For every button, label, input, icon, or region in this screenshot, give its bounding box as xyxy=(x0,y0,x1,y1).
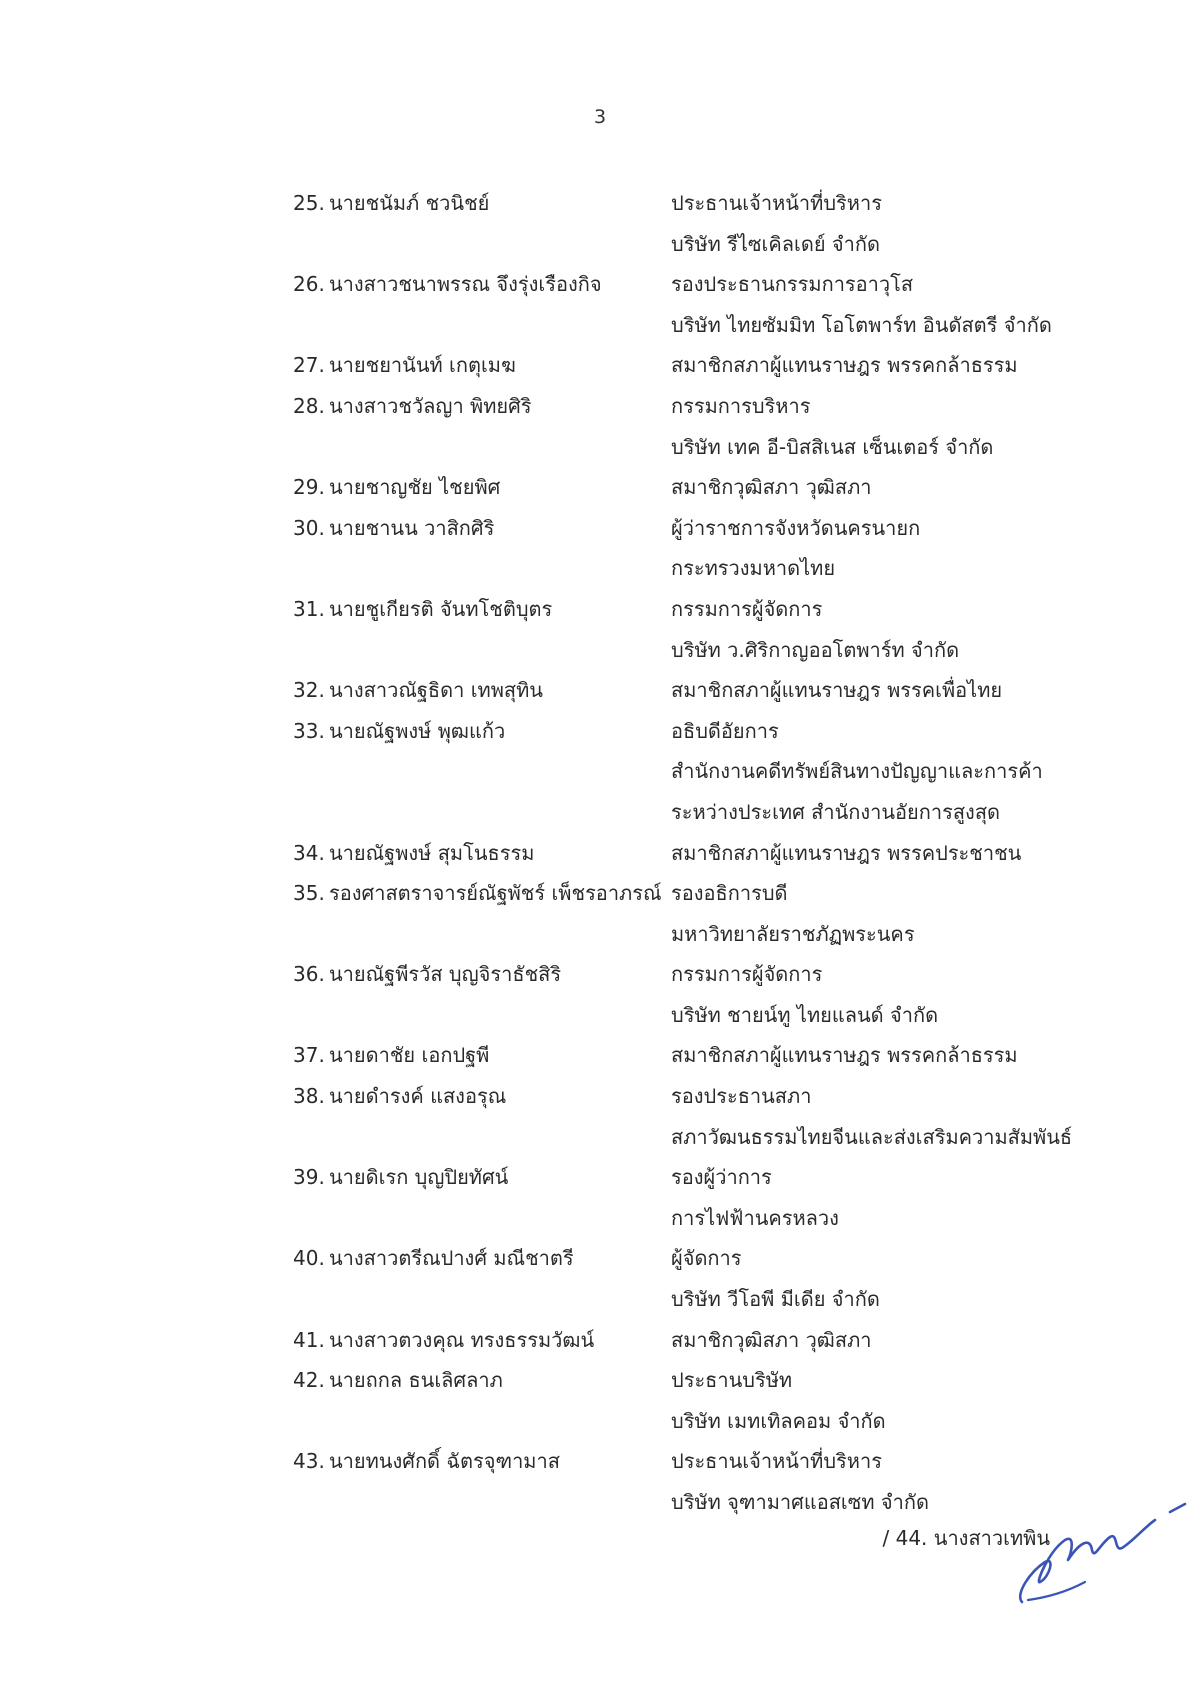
person-name: นางสาวตรีณปางศ์ มณีชาตรี xyxy=(329,1246,574,1271)
person-name: นายณัฐพงษ์ สุมโนธรรม xyxy=(329,840,535,865)
position-line: สภาวัฒนธรรมไทยจีนและส่งเสริมความสัมพันธ์ xyxy=(671,1124,1073,1149)
entry-person xyxy=(293,670,671,711)
position-line: กรรมการผู้จัดการ xyxy=(671,596,823,621)
position-line: บริษัท ชายน์ทู ไทยแลนด์ จำกัด xyxy=(671,1002,939,1027)
position-line: บริษัท รีไซเคิลเดย์ จำกัด xyxy=(671,231,880,256)
entry-person xyxy=(293,264,671,305)
entry-position xyxy=(671,954,1113,1035)
entry-number: 37. xyxy=(293,1043,325,1068)
list-entry xyxy=(293,833,1113,874)
position-line: สมาชิกสภาผู้แทนราษฎร พรรคกล้าธรรม xyxy=(671,1043,1018,1068)
list-entry xyxy=(293,264,1113,345)
entry-person xyxy=(293,1238,671,1279)
page-number: 3 xyxy=(593,106,607,128)
entry-position xyxy=(671,1076,1113,1157)
person-name: นายชานน วาสิกศิริ xyxy=(329,515,495,540)
position-line: การไฟฟ้านครหลวง xyxy=(671,1205,839,1230)
position-line: บริษัท วีโอพี มีเดีย จำกัด xyxy=(671,1287,880,1312)
appointee-list xyxy=(293,183,1113,1523)
position-line: สมาชิกสภาผู้แทนราษฎร พรรคประชาชน xyxy=(671,840,1022,865)
person-name: นางสาวณัฐธิดา เทพสุทิน xyxy=(329,678,543,703)
person-name: นายทนงศักดิ์ ฉัตรจุฑามาส xyxy=(329,1449,560,1474)
person-name: นางสาวตวงคุณ ทรงธรรมวัฒน์ xyxy=(329,1327,595,1352)
entry-position xyxy=(671,1035,1113,1076)
entry-position xyxy=(671,386,1113,467)
entry-number: 29. xyxy=(293,475,325,500)
entry-position xyxy=(671,1360,1113,1441)
entry-person xyxy=(293,1360,671,1401)
position-line: ประธานบริษัท xyxy=(671,1368,793,1393)
list-entry xyxy=(293,1076,1113,1157)
entry-position xyxy=(671,1238,1113,1319)
entry-position xyxy=(671,508,1113,589)
entry-number: 36. xyxy=(293,962,325,987)
person-name: นายชาญชัย ไชยพิศ xyxy=(329,475,501,500)
position-line: รองอธิการบดี xyxy=(671,881,788,906)
position-line: บริษัท ว.ศิริกาญออโตพาร์ท จำกัด xyxy=(671,637,960,662)
person-name: นายดิเรก บุญปิยทัศน์ xyxy=(329,1165,509,1190)
position-line: บริษัท เมทเทิลคอม จำกัด xyxy=(671,1408,886,1433)
position-line: ระหว่างประเทศ สำนักงานอัยการสูงสุด xyxy=(671,799,1001,824)
entry-number: 40. xyxy=(293,1246,325,1271)
entry-position xyxy=(671,833,1113,874)
position-line: กระทรวงมหาดไทย xyxy=(671,556,836,581)
position-line: สมาชิกวุฒิสภา วุฒิสภา xyxy=(671,1327,872,1352)
position-line: สมาชิกสภาผู้แทนราษฎร พรรคกล้าธรรม xyxy=(671,353,1018,378)
entry-person xyxy=(293,345,671,386)
entry-person xyxy=(293,467,671,508)
entry-number: 38. xyxy=(293,1084,325,1109)
entry-person xyxy=(293,1320,671,1361)
position-line: กรรมการบริหาร xyxy=(671,393,811,418)
entry-position xyxy=(671,467,1113,508)
signature-mark xyxy=(1010,1482,1200,1622)
position-line: ประธานเจ้าหน้าที่บริหาร xyxy=(671,191,882,215)
entry-number: 28. xyxy=(293,393,325,418)
entry-number: 34. xyxy=(293,840,325,865)
continuation-note: / 44. นางสาวเทพิน xyxy=(882,1526,1050,1550)
person-name: นายถกล ธนเลิศลาภ xyxy=(329,1368,503,1393)
list-entry xyxy=(293,1320,1113,1361)
position-line: ประธานเจ้าหน้าที่บริหาร xyxy=(671,1449,882,1474)
person-name: นายดำรงค์ แสงอรุณ xyxy=(329,1084,507,1109)
entry-person xyxy=(293,1035,671,1076)
position-line: มหาวิทยาลัยราชภัฏพระนคร xyxy=(671,921,915,946)
position-line: ผู้ว่าราชการจังหวัดนครนายก xyxy=(671,515,921,540)
list-entry xyxy=(293,508,1113,589)
position-line: บริษัท ไทยซัมมิท โอโตพาร์ท อินดัสตรี จำกัด xyxy=(671,312,1052,337)
position-line: กรรมการผู้จัดการ xyxy=(671,962,823,987)
entry-person xyxy=(293,954,671,995)
entry-person xyxy=(293,386,671,427)
list-entry xyxy=(293,345,1113,386)
entry-position xyxy=(671,873,1113,954)
person-name: นายดาชัย เอกปฐพี xyxy=(329,1043,490,1068)
position-line: รองผู้ว่าการ xyxy=(671,1165,772,1190)
position-line: อธิบดีอัยการ xyxy=(671,718,779,743)
person-name: นางสาวชวัลญา พิทยศิริ xyxy=(329,393,532,418)
list-entry xyxy=(293,954,1113,1035)
entry-position xyxy=(671,1157,1113,1238)
position-line: บริษัท เทค อี-บิสสิเนส เซ็นเตอร์ จำกัด xyxy=(671,434,994,459)
entry-person xyxy=(293,508,671,549)
entry-position xyxy=(671,711,1113,833)
entry-number: 30. xyxy=(293,515,325,540)
list-entry xyxy=(293,386,1113,467)
entry-person xyxy=(293,873,671,914)
list-entry xyxy=(293,1238,1113,1319)
entry-person xyxy=(293,589,671,630)
entry-position xyxy=(671,183,1113,264)
entry-person xyxy=(293,1157,671,1198)
person-name: นายชนัมภ์ ชวนิชย์ xyxy=(329,191,490,215)
entry-number: 31. xyxy=(293,596,325,621)
entry-person xyxy=(293,711,671,752)
entry-position xyxy=(671,589,1113,670)
list-entry xyxy=(293,589,1113,670)
list-entry xyxy=(293,467,1113,508)
entry-position xyxy=(671,264,1113,345)
entry-person xyxy=(293,1076,671,1117)
entry-position xyxy=(671,1320,1113,1361)
entry-number: 25. xyxy=(293,191,325,215)
position-line: บริษัท จุฑามาศแอสเซท จำกัด xyxy=(671,1490,929,1514)
entry-number: 39. xyxy=(293,1165,325,1190)
entry-person xyxy=(293,183,671,224)
list-entry xyxy=(293,1035,1113,1076)
list-entry xyxy=(293,873,1113,954)
person-name: นายณัฐพงษ์ พุฒแก้ว xyxy=(329,718,506,743)
list-entry xyxy=(293,670,1113,711)
list-entry xyxy=(293,1157,1113,1238)
entry-number: 35. xyxy=(293,881,325,906)
list-entry xyxy=(293,183,1113,264)
list-entry xyxy=(293,1441,1113,1522)
position-line: สมาชิกวุฒิสภา วุฒิสภา xyxy=(671,475,872,500)
person-name: นางสาวชนาพรรณ จึงรุ่งเรืองกิจ xyxy=(329,272,602,297)
person-name: รองศาสตราจารย์ณัฐพัชร์ เพ็ชรอาภรณ์ xyxy=(329,881,662,906)
position-line: รองประธานสภา xyxy=(671,1084,812,1109)
person-name: นายณัฐพีรวัส บุญจิราธัชสิริ xyxy=(329,962,562,987)
entry-number: 27. xyxy=(293,353,325,378)
entry-number: 33. xyxy=(293,718,325,743)
entry-number: 41. xyxy=(293,1327,325,1352)
entry-position xyxy=(671,670,1113,711)
entry-number: 32. xyxy=(293,678,325,703)
entry-person xyxy=(293,833,671,874)
list-entry xyxy=(293,711,1113,833)
entry-position xyxy=(671,345,1113,386)
entry-person xyxy=(293,1441,671,1482)
entry-number: 43. xyxy=(293,1449,325,1474)
list-entry xyxy=(293,1360,1113,1441)
position-line: รองประธานกรรมการอาวุโส xyxy=(671,272,914,297)
position-line: สำนักงานคดีทรัพย์สินทางปัญญาและการค้า xyxy=(671,759,1043,784)
entry-number: 26. xyxy=(293,272,325,297)
person-name: นายชูเกียรติ จันทโชติบุตร xyxy=(329,596,553,621)
position-line: สมาชิกสภาผู้แทนราษฎร พรรคเพื่อไทย xyxy=(671,678,1003,703)
person-name: นายชยานันท์ เกตุเมฆ xyxy=(329,353,516,378)
entry-number: 42. xyxy=(293,1368,325,1393)
position-line: ผู้จัดการ xyxy=(671,1246,742,1271)
